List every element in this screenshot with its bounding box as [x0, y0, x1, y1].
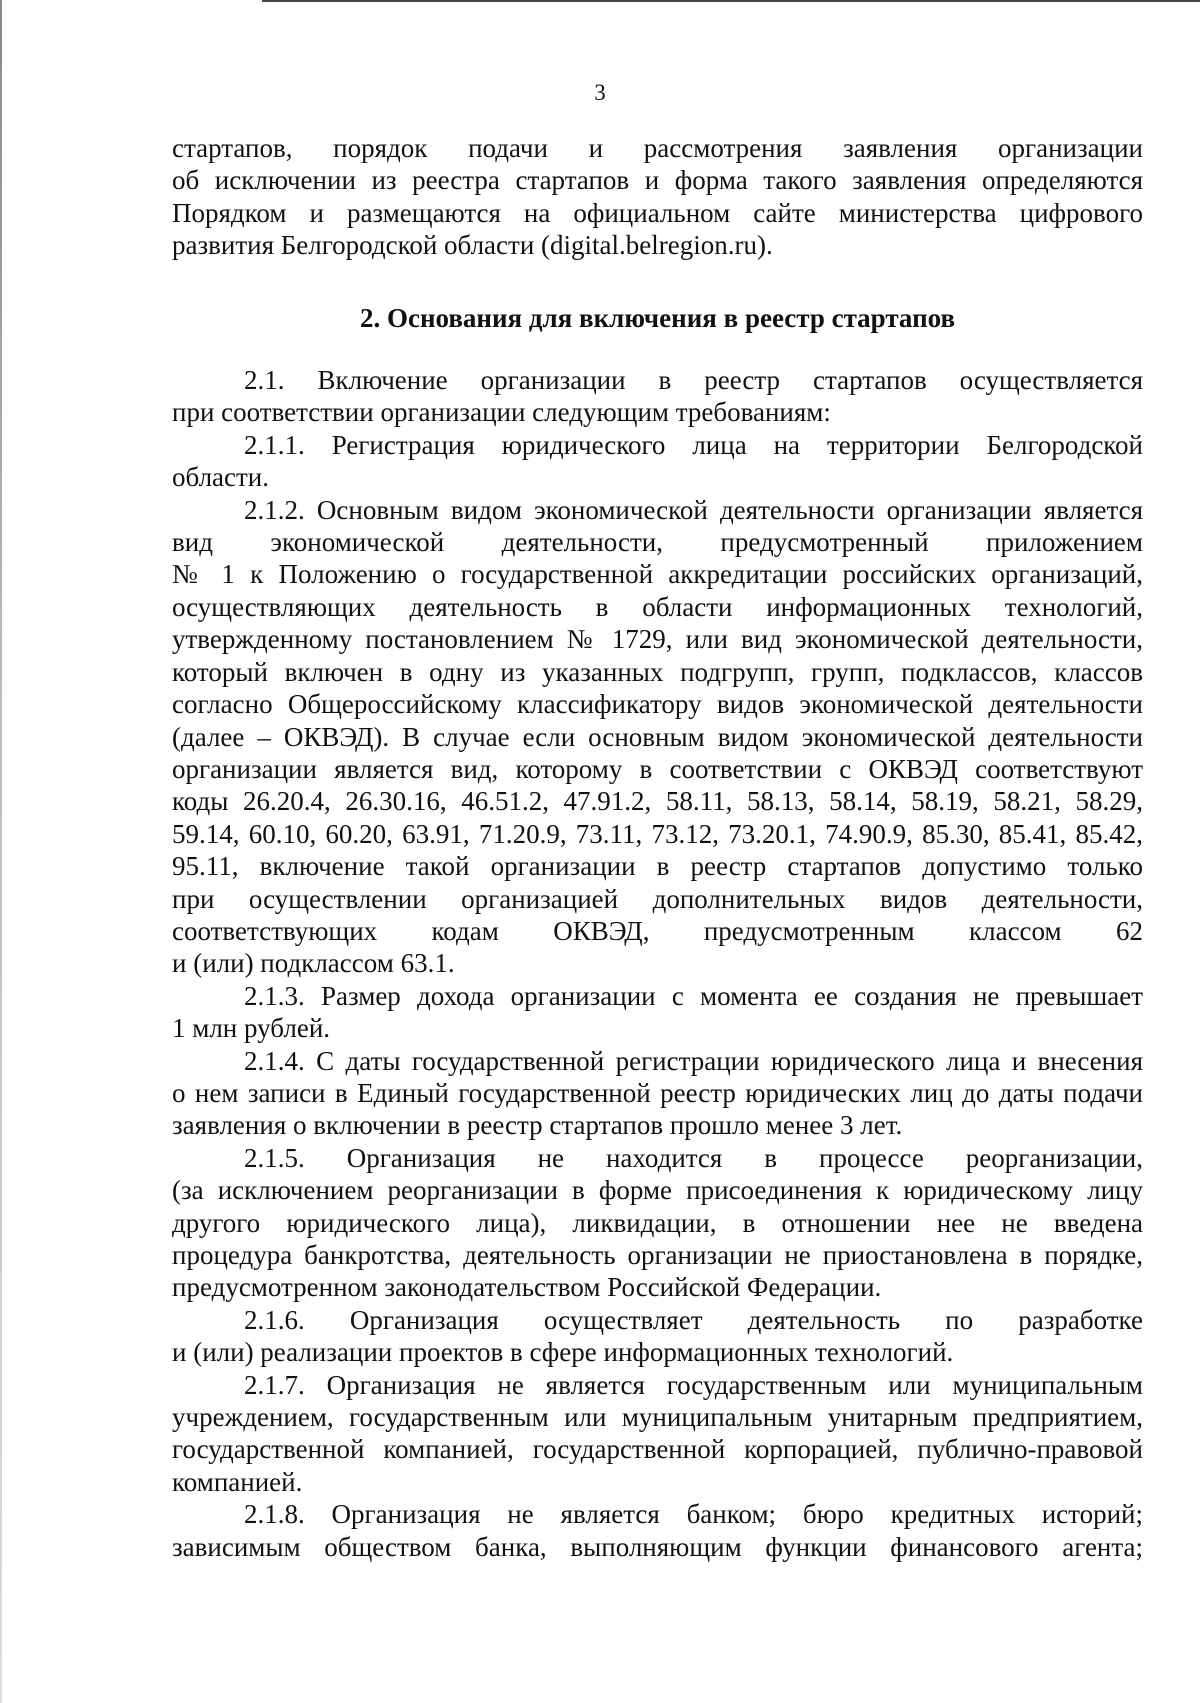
- text-line: 2.1.6. Организация осуществляет деятельность по разработке: [244, 1304, 1143, 1335]
- text-line: государственной компанией, государственной корпорацией, публично-правовой: [172, 1434, 1143, 1465]
- text-line: № 1 к Положению о государственной аккредитации российских организаций,: [172, 559, 1143, 590]
- text-line: 95.11, включение такой организации в реестр стартапов допустимо только: [172, 851, 1143, 882]
- requirement-paragraph: [172, 494, 1143, 980]
- text-line: стартапов, порядок подачи и рассмотрения заявления организации: [172, 133, 1143, 163]
- requirement-paragraph: [172, 1045, 1143, 1142]
- text-line: 2.1.2. Основным видом экономической деятельности организации является: [244, 494, 1143, 525]
- text-line: 2.1.4. С даты государственной регистрации юридического лица и внесения: [244, 1045, 1143, 1076]
- text-line: 2.1.7. Организация не является государственным или муниципальным: [244, 1369, 1143, 1400]
- text-line: (за исключением реорганизации в форме присоединения к юридическому лицу: [172, 1175, 1143, 1206]
- text-line: области.: [172, 462, 270, 493]
- text-line: заявления о включении в реестр стартапов прошло менее 3 лет.: [172, 1110, 903, 1141]
- text-line: предусмотренном законодательством Российской Федерации.: [172, 1272, 882, 1303]
- text-line: организации является вид, которому в соответствии с ОКВЭД соответствуют: [172, 753, 1143, 784]
- requirement-paragraph: [172, 429, 1143, 494]
- text-line: компанией.: [172, 1466, 303, 1497]
- text-line: и (или) подклассом 63.1.: [172, 948, 455, 979]
- text-line: утвержденному постановлением № 1729, или вид экономической деятельности,: [172, 624, 1143, 655]
- requirement-paragraph: [172, 1142, 1143, 1304]
- text-line: процедура банкротства, деятельность организации не приостановлена в порядке,: [172, 1240, 1143, 1270]
- text-line: 2.1.8. Организация не является банком; бюро кредитных историй;: [244, 1499, 1143, 1530]
- text-line: 59.14, 60.10, 60.20, 63.91, 71.20.9, 73.11, 73.12, 73.20.1, 74.90.9, 85.30, 85.41, 85.42,: [172, 818, 1143, 849]
- document-body: [172, 132, 1143, 1563]
- text-line: зависимым обществом банка, выполняющим функции финансового агента;: [172, 1531, 1143, 1562]
- text-line: 2.1.3. Размер дохода организации с момента ее создания не превышает: [244, 980, 1143, 1011]
- scan-top-edge: [262, 0, 1200, 2]
- text-line: который включен в одну из указанных подгрупп, групп, подклассов, классов: [172, 656, 1143, 687]
- page-number: 3: [594, 80, 606, 105]
- text-line: 2.1.1. Регистрация юридического лица на территории Белгородской: [244, 429, 1143, 460]
- text-line: 1 млн рублей.: [172, 1013, 331, 1044]
- text-line: о нем записи в Единый государственной реестр юридических лиц до даты подачи: [172, 1077, 1143, 1108]
- text-line: Порядком и размещаются на официальном сайте министерства цифрового: [172, 197, 1143, 228]
- requirement-paragraph: [172, 1304, 1143, 1369]
- text-line: коды 26.20.4, 26.30.16, 46.51.2, 47.91.2, 58.11, 58.13, 58.14, 58.19, 58.21, 58.29,: [172, 786, 1143, 817]
- text-line: при осуществлении организацией дополнительных видов деятельности,: [172, 883, 1143, 914]
- requirement-paragraph: [172, 980, 1143, 1045]
- text-line: 2.1.5. Организация не находится в процессе реорганизации,: [244, 1142, 1143, 1173]
- requirements-list: [172, 364, 1143, 1563]
- text-line: 2.1. Включение организации в реестр стартапов осуществляется: [244, 365, 1143, 396]
- intro-paragraph: [172, 132, 1143, 262]
- requirement-paragraph: [172, 1498, 1143, 1563]
- text-line: другого юридического лица), ликвидации, в отношении нее не введена: [172, 1207, 1143, 1238]
- text-line: развития Белгородской области (digital.belregion.ru).: [172, 230, 773, 261]
- requirement-paragraph: [172, 364, 1143, 429]
- text-line: учреждением, государственным или муниципальным унитарным предприятием,: [172, 1402, 1143, 1433]
- text-line: об исключении из реестра стартапов и форма такого заявления определяются: [172, 165, 1143, 196]
- text-line: согласно Общероссийскому классификатору видов экономической деятельности: [172, 689, 1143, 720]
- text-line: и (или) реализации проектов в сфере информационных технологий.: [172, 1337, 954, 1368]
- section-title: 2. Основания для включения в реестр стартапов: [359, 302, 956, 333]
- text-line: соответствующих кодам ОКВЭД, предусмотренным классом 62: [172, 915, 1143, 946]
- text-line: (далее – ОКВЭД). В случае если основным видом экономической деятельности: [172, 721, 1143, 752]
- text-line: вид экономической деятельности, предусмотренный приложением: [172, 527, 1143, 558]
- requirement-paragraph: [172, 1369, 1143, 1499]
- text-line: осуществляющих деятельность в области информационных технологий,: [172, 591, 1143, 622]
- text-line: при соответствии организации следующим требованиям:: [172, 397, 831, 428]
- scan-left-edge: [0, 0, 2, 1703]
